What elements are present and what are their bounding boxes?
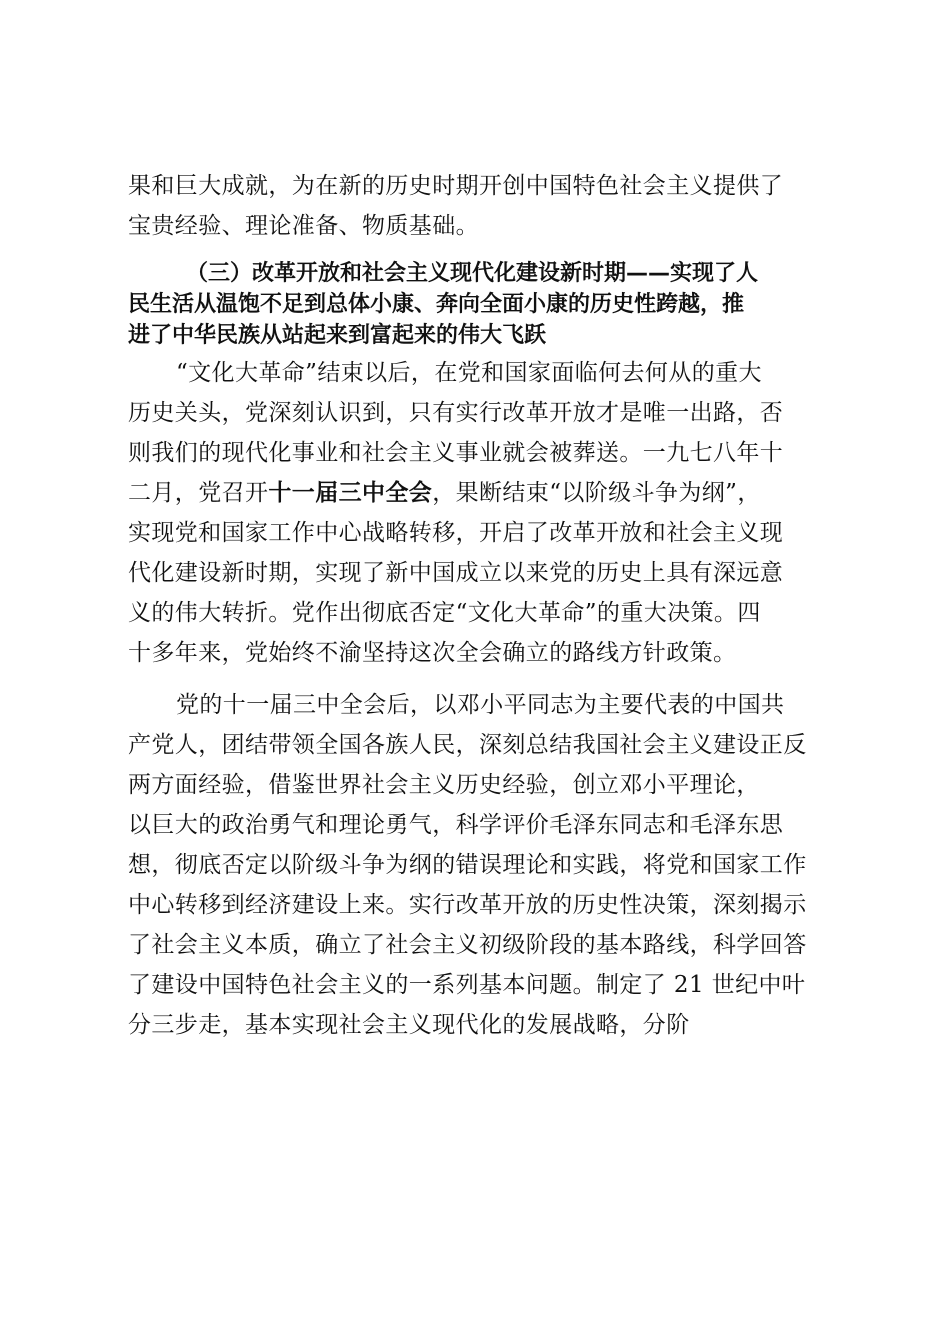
paragraph-1 bbox=[128, 353, 840, 673]
paragraph-gap bbox=[128, 673, 840, 685]
bold-term: 十一届三中全会 bbox=[268, 480, 433, 506]
text-line: “文化大革命”结束以后，在党和国家面临何去何从的重大 bbox=[176, 360, 762, 386]
text-line: 党的十一届三中全会后，以邓小平同志为主要代表的中国共 bbox=[176, 692, 785, 718]
text-line: 果和巨大成就，为在新的历史时期开创中国特色社会主义提供了 bbox=[128, 173, 784, 199]
intro-paragraph bbox=[128, 166, 840, 246]
text-line: 两方面经验，借鉴世界社会主义历史经验，创立邓小平理论， bbox=[128, 772, 760, 798]
text-line: 了建设中国特色社会主义的一系列基本问题。制定了 21 世纪中叶 bbox=[128, 972, 806, 998]
text-segment: ，果断结束“以阶级斗争为纲”， bbox=[432, 480, 761, 506]
text-line: 想，彻底否定以阶级斗争为纲的错误理论和实践，将党和国家工作 bbox=[128, 852, 807, 878]
document-body bbox=[128, 166, 840, 1045]
section-heading bbox=[128, 258, 840, 351]
text-line: 了社会主义本质，确立了社会主义初级阶段的基本路线，科学回答 bbox=[128, 932, 807, 958]
text-line: 则我们的现代化事业和社会主义事业就会被葬送。一九七八年十 bbox=[128, 440, 784, 466]
text-line: 中心转移到经济建设上来。实行改革开放的历史性决策，深刻揭示 bbox=[128, 892, 807, 918]
text-line bbox=[128, 473, 840, 513]
text-segment: 二月，党召开 bbox=[128, 480, 269, 506]
text-line: 十多年来，党始终不渝坚持这次全会确立的路线方针政策。 bbox=[128, 640, 737, 666]
text-line: 历史关头，党深刻认识到，只有实行改革开放才是唯一出路，否 bbox=[128, 400, 784, 426]
heading-line: （三）改革开放和社会主义现代化建设新时期——实现了人 bbox=[186, 261, 759, 286]
text-line: 以巨大的政治勇气和理论勇气，科学评价毛泽东同志和毛泽东思 bbox=[128, 812, 784, 838]
heading-line: 民生活从温饱不足到总体小康、奔向全面小康的历史性跨越，推 bbox=[128, 292, 745, 317]
text-line: 分三步走，基本实现社会主义现代化的发展战略，分阶 bbox=[128, 1012, 690, 1038]
text-line: 宝贵经验、理论准备、物质基础。 bbox=[128, 213, 479, 239]
paragraph-2 bbox=[128, 685, 840, 1045]
heading-line: 进了中华民族从站起来到富起来的伟大飞跃 bbox=[128, 323, 547, 348]
text-line: 义的伟大转折。党作出彻底否定“文化大革命”的重大决策。四 bbox=[128, 600, 761, 626]
text-line: 代化建设新时期，实现了新中国成立以来党的历史上具有深远意 bbox=[128, 560, 784, 586]
text-line: 产党人，团结带领全国各族人民，深刻总结我国社会主义建设正反 bbox=[128, 732, 807, 758]
text-line: 实现党和国家工作中心战略转移，开启了改革开放和社会主义现 bbox=[128, 520, 784, 546]
